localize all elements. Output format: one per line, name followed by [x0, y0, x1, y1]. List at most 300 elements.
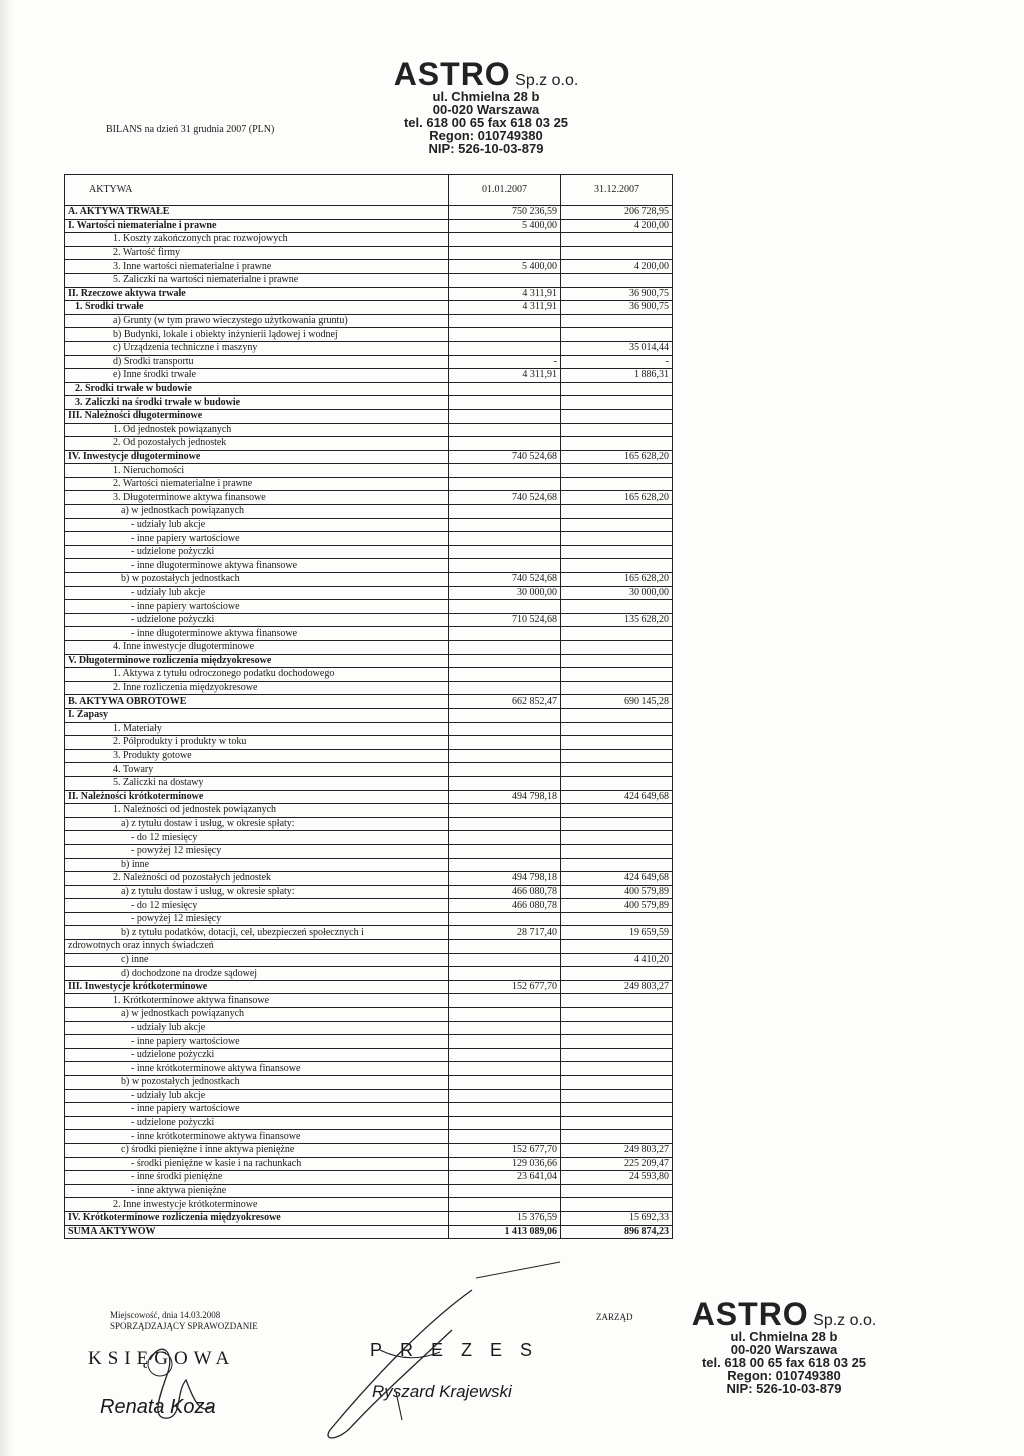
value-start [449, 396, 561, 410]
value-end: 896 874,23 [561, 1225, 673, 1239]
value-end [561, 1089, 673, 1103]
value-end: 30 000,00 [561, 586, 673, 600]
stamp-nip: NIP: 526-10-03-879 [726, 1381, 842, 1396]
president-signature [328, 1290, 472, 1438]
table-row [65, 681, 673, 695]
value-start: 740 524,68 [449, 491, 561, 505]
value-start [449, 1048, 561, 1062]
row-label: II. Rzeczowe aktywa trwałe [65, 287, 449, 301]
value-end [561, 817, 673, 831]
value-start [449, 559, 561, 573]
row-label: - udziały lub akcje [65, 586, 449, 600]
value-start: 4 311,91 [449, 287, 561, 301]
value-end: 36 900,75 [561, 301, 673, 315]
value-start: 4 311,91 [449, 369, 561, 383]
row-label: - do 12 miesięcy [65, 899, 449, 913]
value-end [561, 708, 673, 722]
value-end [561, 1116, 673, 1130]
value-start [449, 749, 561, 763]
value-end: 15 692,33 [561, 1211, 673, 1225]
value-end: 1 886,31 [561, 369, 673, 383]
table-row [65, 409, 673, 423]
value-end [561, 382, 673, 396]
row-label: - powyżej 12 miesięcy [65, 912, 449, 926]
value-end: 249 803,27 [561, 1143, 673, 1157]
value-start: 1 413 089,06 [449, 1225, 561, 1239]
table-row [65, 437, 673, 451]
value-start [449, 233, 561, 247]
table-row [65, 287, 673, 301]
value-end [561, 396, 673, 410]
table-row [65, 1143, 673, 1157]
table-row [65, 1198, 673, 1212]
table-header-row [65, 175, 673, 206]
row-label: I. Wartości niematerialne i prawne [65, 219, 449, 233]
footer-left [110, 1310, 258, 1332]
table-row [65, 219, 673, 233]
sum-strikethrough [476, 1262, 560, 1278]
table-row [65, 301, 673, 315]
value-end [561, 233, 673, 247]
value-start: 710 524,68 [449, 613, 561, 627]
table-row [65, 423, 673, 437]
row-label: III. Inwestycje krótkoterminowe [65, 980, 449, 994]
row-label: e) Inne środki trwałe [65, 369, 449, 383]
stamp-city: 00-020 Warszawa [432, 102, 540, 117]
row-label: I. Zapasy [65, 708, 449, 722]
value-start: 740 524,68 [449, 573, 561, 587]
value-end [561, 273, 673, 287]
value-start [449, 708, 561, 722]
value-start [449, 681, 561, 695]
table-row [65, 831, 673, 845]
row-label: b) Budynki, lokale i obiekty inżynierii lądowej i wodnej [65, 328, 449, 342]
value-start [449, 804, 561, 818]
value-end [561, 1103, 673, 1117]
value-start [449, 641, 561, 655]
table-row [65, 1048, 673, 1062]
value-end [561, 1062, 673, 1076]
table-row [65, 1184, 673, 1198]
table-row [65, 559, 673, 573]
table-row [65, 1211, 673, 1225]
table-row [65, 600, 673, 614]
value-end [561, 749, 673, 763]
value-start: 4 311,91 [449, 301, 561, 315]
row-label: - do 12 miesięcy [65, 831, 449, 845]
table-row [65, 804, 673, 818]
value-end [561, 844, 673, 858]
row-label: a) w jednostkach powiązanych [65, 505, 449, 519]
row-label: 1. Środki trwałe [65, 301, 449, 315]
value-end: 424 649,68 [561, 790, 673, 804]
table-row [65, 668, 673, 682]
row-label: 4. Inne inwestycje długoterminowe [65, 641, 449, 655]
value-end: - [561, 355, 673, 369]
value-start: 30 000,00 [449, 586, 561, 600]
value-start [449, 967, 561, 981]
value-start [449, 341, 561, 355]
value-end [561, 804, 673, 818]
value-end [561, 668, 673, 682]
value-start: 494 798,18 [449, 790, 561, 804]
stamp-phone: tel. 618 00 65 fax 618 03 25 [403, 115, 569, 130]
row-label: d) Środki transportu [65, 355, 449, 369]
table-row [65, 505, 673, 519]
value-end [561, 1008, 673, 1022]
value-start [449, 1035, 561, 1049]
row-label: - udziały lub akcje [65, 1089, 449, 1103]
value-start [449, 505, 561, 519]
stamp-street: ul. Chmielna 28 b [730, 1329, 838, 1344]
value-end [561, 409, 673, 423]
value-start [449, 273, 561, 287]
row-label: b) w pozostałych jednostkach [65, 573, 449, 587]
table-row [65, 464, 673, 478]
value-end [561, 994, 673, 1008]
value-start [449, 940, 561, 954]
stamp-phone: tel. 618 00 65 fax 618 03 25 [701, 1355, 867, 1370]
president-title: PREZES [370, 1340, 551, 1360]
row-label: 1. Krótkoterminowe aktywa finansowe [65, 994, 449, 1008]
value-start: 28 717,40 [449, 926, 561, 940]
value-end [561, 532, 673, 546]
table-row [65, 613, 673, 627]
value-start: 740 524,68 [449, 450, 561, 464]
value-start [449, 668, 561, 682]
row-label: 2. Środki trwałe w budowie [65, 382, 449, 396]
table-row [65, 491, 673, 505]
value-start [449, 409, 561, 423]
row-label: - udziały lub akcje [65, 1021, 449, 1035]
value-start: - [449, 355, 561, 369]
stamp-brand: ASTRO [393, 56, 511, 92]
value-end [561, 1021, 673, 1035]
table-row [65, 260, 673, 274]
row-label: a) w jednostkach powiązanych [65, 1008, 449, 1022]
table-row [65, 1021, 673, 1035]
value-end [561, 1198, 673, 1212]
row-label: - udzielone pożyczki [65, 545, 449, 559]
table-row [65, 206, 673, 220]
row-label: - inne papiery wartościowe [65, 1103, 449, 1117]
value-end [561, 912, 673, 926]
row-label: B. AKTYWA OBROTOWE [65, 695, 449, 709]
value-start [449, 545, 561, 559]
row-label: 1. Nieruchomości [65, 464, 449, 478]
table-row [65, 396, 673, 410]
value-end: 690 145,28 [561, 695, 673, 709]
value-end: 424 649,68 [561, 872, 673, 886]
table-row [65, 573, 673, 587]
company-stamp-bottom [684, 1298, 884, 1395]
table-row [65, 1130, 673, 1144]
value-start [449, 1130, 561, 1144]
table-row [65, 273, 673, 287]
row-label: 5. Zaliczki na dostawy [65, 776, 449, 790]
table-row [65, 314, 673, 328]
table-row [65, 341, 673, 355]
value-start [449, 1198, 561, 1212]
row-label: 3. Zaliczki na środki trwałe w budowie [65, 396, 449, 410]
row-label: d) dochodzone na drodze sądowej [65, 967, 449, 981]
value-end: 19 659,59 [561, 926, 673, 940]
table-row [65, 1035, 673, 1049]
row-label: 5. Zaliczki na wartości niematerialne i prawne [65, 273, 449, 287]
value-start [449, 736, 561, 750]
value-start [449, 722, 561, 736]
value-end [561, 722, 673, 736]
value-end: 35 014,44 [561, 341, 673, 355]
value-end: 4 200,00 [561, 219, 673, 233]
row-label: - środki pieniężne w kasie i na rachunkach [65, 1157, 449, 1171]
table-row [65, 382, 673, 396]
table-row [65, 532, 673, 546]
row-label: a) Grunty (w tym prawo wieczystego użytkowania gruntu) [65, 314, 449, 328]
value-start [449, 1103, 561, 1117]
accountant-title: KSIĘGOWA [88, 1348, 236, 1369]
value-end: 135 628,20 [561, 613, 673, 627]
value-start [449, 654, 561, 668]
row-label: - inne długoterminowe aktywa finansowe [65, 627, 449, 641]
table-row [65, 369, 673, 383]
row-label: b) w pozostałych jednostkach [65, 1076, 449, 1090]
value-start: 750 236,59 [449, 206, 561, 220]
value-start [449, 1116, 561, 1130]
value-end [561, 1184, 673, 1198]
sum-row [65, 1225, 673, 1239]
place-date: Miejscowość, dnia 14.03.2008 [110, 1310, 221, 1320]
value-start [449, 953, 561, 967]
table-row [65, 477, 673, 491]
value-start [449, 1076, 561, 1090]
row-label: c) inne [65, 953, 449, 967]
value-end [561, 1130, 673, 1144]
table-row [65, 912, 673, 926]
value-end [561, 1035, 673, 1049]
table-row [65, 763, 673, 777]
table-row [65, 1008, 673, 1022]
value-start [449, 437, 561, 451]
table-row [65, 844, 673, 858]
scan-edge [0, 0, 14, 1456]
value-end [561, 437, 673, 451]
row-label: - udzielone pożyczki [65, 613, 449, 627]
value-start [449, 1089, 561, 1103]
value-end [561, 654, 673, 668]
table-row [65, 858, 673, 872]
board-label: ZARZĄD [596, 1312, 633, 1322]
value-start [449, 817, 561, 831]
stamp-brand: ASTRO [691, 1296, 809, 1332]
value-end [561, 477, 673, 491]
table-row [65, 654, 673, 668]
table-row [65, 233, 673, 247]
value-start [449, 464, 561, 478]
value-start: 494 798,18 [449, 872, 561, 886]
value-end [561, 314, 673, 328]
table-row [65, 926, 673, 940]
stamp-regon: Regon: 010749380 [727, 1368, 841, 1383]
table-row [65, 708, 673, 722]
table-row [65, 899, 673, 913]
value-end [561, 423, 673, 437]
value-end: 24 593,80 [561, 1171, 673, 1185]
row-label: - inne długoterminowe aktywa finansowe [65, 559, 449, 573]
value-end: 249 803,27 [561, 980, 673, 994]
table-row [65, 872, 673, 886]
value-start [449, 912, 561, 926]
table-row [65, 953, 673, 967]
value-end [561, 967, 673, 981]
value-end [561, 776, 673, 790]
table-row [65, 1171, 673, 1185]
table-row [65, 722, 673, 736]
value-start [449, 1008, 561, 1022]
table-row [65, 817, 673, 831]
table-row [65, 586, 673, 600]
value-start [449, 246, 561, 260]
value-start [449, 858, 561, 872]
value-end [561, 545, 673, 559]
table-row [65, 695, 673, 709]
row-label: - inne papiery wartościowe [65, 532, 449, 546]
stamp-nip: NIP: 526-10-03-879 [428, 141, 544, 156]
value-start [449, 382, 561, 396]
table-row [65, 885, 673, 899]
value-start [449, 1062, 561, 1076]
table-row [65, 627, 673, 641]
row-label: 1. Materiały [65, 722, 449, 736]
value-end [561, 505, 673, 519]
value-start [449, 1184, 561, 1198]
value-end: 400 579,89 [561, 899, 673, 913]
table-row [65, 641, 673, 655]
value-end [561, 641, 673, 655]
value-end: 4 200,00 [561, 260, 673, 274]
table-row [65, 518, 673, 532]
value-start: 466 080,78 [449, 899, 561, 913]
table-row [65, 940, 673, 954]
table-row [65, 1103, 673, 1117]
value-end [561, 246, 673, 260]
value-start: 466 080,78 [449, 885, 561, 899]
row-label: 1. Koszty zakończonych prac rozwojowych [65, 233, 449, 247]
value-end [561, 627, 673, 641]
row-label: 2. Inne inwestycje krótkoterminowe [65, 1198, 449, 1212]
value-start [449, 518, 561, 532]
table-row [65, 736, 673, 750]
value-start: 23 641,04 [449, 1171, 561, 1185]
value-start: 662 852,47 [449, 695, 561, 709]
table-row [65, 545, 673, 559]
table-row [65, 749, 673, 763]
row-label: - udzielone pożyczki [65, 1048, 449, 1062]
value-start [449, 1021, 561, 1035]
row-label: b) inne [65, 858, 449, 872]
value-end [561, 464, 673, 478]
stamp-suffix: Sp.z o.o. [515, 72, 579, 89]
table-row [65, 1157, 673, 1171]
value-end [561, 518, 673, 532]
row-label: 2. Należności od pozostałych jednostek [65, 872, 449, 886]
value-end: 165 628,20 [561, 573, 673, 587]
table-row [65, 1062, 673, 1076]
row-label: - inne środki pieniężne [65, 1171, 449, 1185]
value-end [561, 681, 673, 695]
table-row [65, 328, 673, 342]
value-end [561, 1048, 673, 1062]
value-start [449, 600, 561, 614]
row-label: A. AKTYWA TRWAŁE [65, 206, 449, 220]
company-stamp-top [386, 58, 586, 155]
row-label: 2. Inne rozliczenia międzyokresowe [65, 681, 449, 695]
row-label: II. Należności krótkoterminowe [65, 790, 449, 804]
row-label: 2. Wartość firmy [65, 246, 449, 260]
value-end [561, 736, 673, 750]
value-start: 152 677,70 [449, 980, 561, 994]
row-label: IV. Inwestycje długoterminowe [65, 450, 449, 464]
row-label: - udziały lub akcje [65, 518, 449, 532]
value-end [561, 831, 673, 845]
table-row [65, 776, 673, 790]
value-start [449, 627, 561, 641]
row-label: V. Długoterminowe rozliczenia międzyokresowe [65, 654, 449, 668]
value-start [449, 831, 561, 845]
row-label: 3. Produkty gotowe [65, 749, 449, 763]
header-date-end: 31.12.2007 [561, 175, 673, 206]
value-start: 152 677,70 [449, 1143, 561, 1157]
row-label: IV. Krótkoterminowe rozliczenia międzyokresowe [65, 1211, 449, 1225]
value-end [561, 600, 673, 614]
value-start: 129 036,66 [449, 1157, 561, 1171]
header-aktywa: AKTYWA [65, 175, 449, 206]
table-row [65, 246, 673, 260]
document-title: BILANS na dzień 31 grudnia 2007 (PLN) [106, 124, 275, 135]
value-start: 15 376,59 [449, 1211, 561, 1225]
value-start [449, 532, 561, 546]
row-label: SUMA AKTYWÓW [65, 1225, 449, 1239]
row-label: a) z tytułu dostaw i usług, w okresie spłaty: [65, 885, 449, 899]
table-row [65, 1076, 673, 1090]
table-row [65, 1116, 673, 1130]
row-label: III. Należności długoterminowe [65, 409, 449, 423]
row-label: - powyżej 12 miesięcy [65, 844, 449, 858]
row-label: 2. Wartości niematerialne i prawne [65, 477, 449, 491]
value-end: 36 900,75 [561, 287, 673, 301]
row-label: - inne papiery wartościowe [65, 600, 449, 614]
row-label: 1. Należności od jednostek powiązanych [65, 804, 449, 818]
table-row [65, 355, 673, 369]
value-end [561, 940, 673, 954]
value-start [449, 328, 561, 342]
value-start [449, 844, 561, 858]
row-label: c) Urządzenia techniczne i maszyny [65, 341, 449, 355]
value-end: 225 209,47 [561, 1157, 673, 1171]
stamp-suffix: Sp.z o.o. [813, 1312, 877, 1329]
row-label: b) z tytułu podatków, dotacji, ceł, ubezpieczeń społecznych i [65, 926, 449, 940]
value-start [449, 994, 561, 1008]
table-row [65, 790, 673, 804]
row-label: 2. Od pozostałych jednostek [65, 437, 449, 451]
row-label: 2. Półprodukty i produkty w toku [65, 736, 449, 750]
value-start [449, 423, 561, 437]
value-end: 165 628,20 [561, 491, 673, 505]
value-start: 5 400,00 [449, 260, 561, 274]
balance-sheet-table [64, 174, 673, 1239]
value-end [561, 559, 673, 573]
value-start [449, 776, 561, 790]
